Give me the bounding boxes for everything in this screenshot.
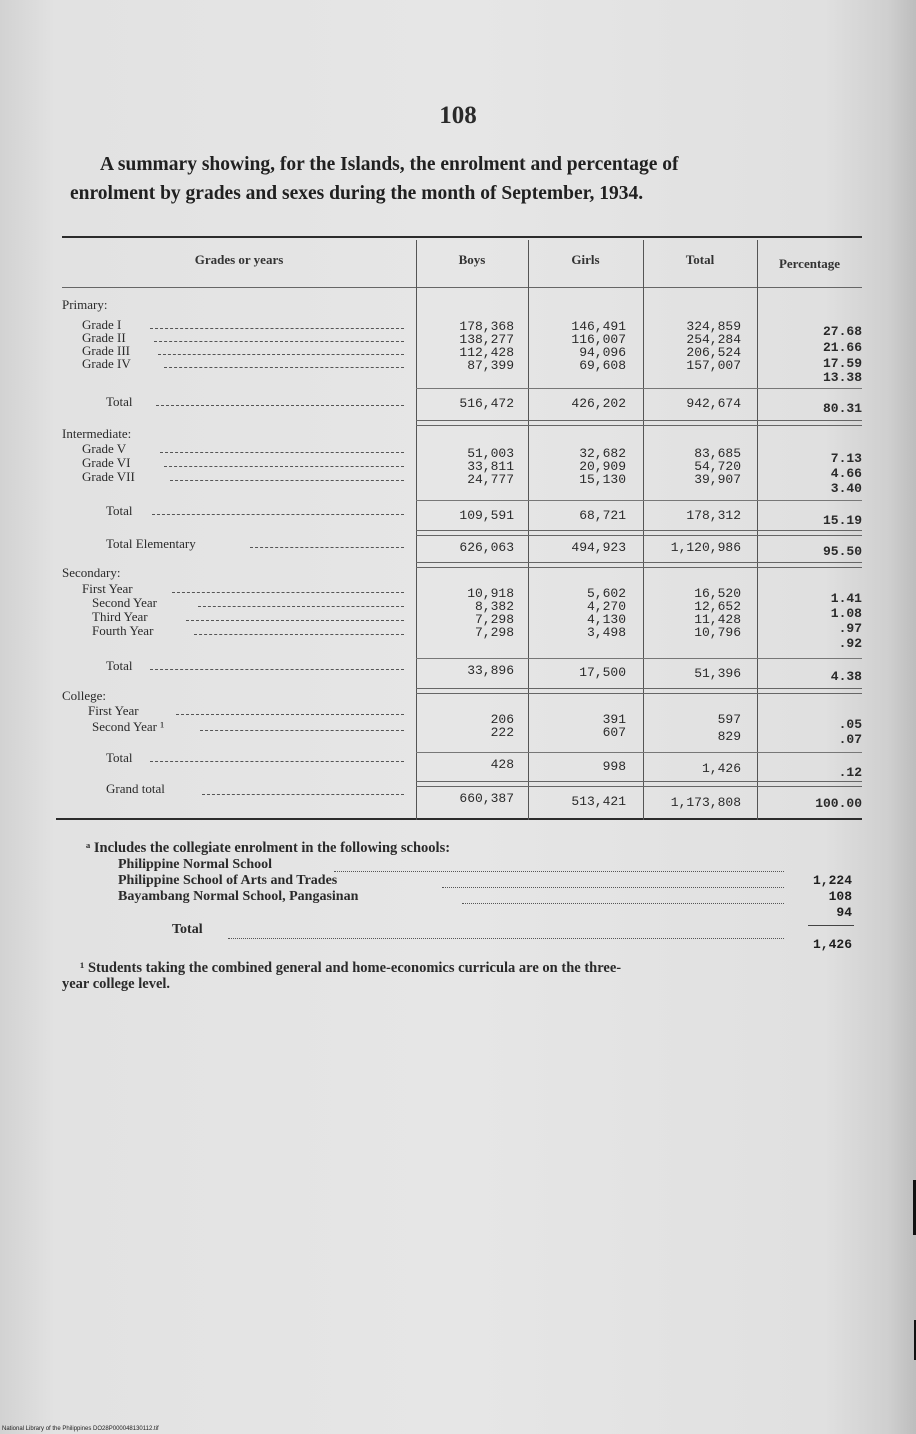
row-label: Third Year [92,609,148,624]
cell-total: 1,120,986 [670,540,741,555]
cell-percentage: 4.38 [830,669,862,684]
cell-percentage: 1.08 [830,606,862,621]
cell-boys: 8,382 [474,599,514,614]
row-leader [250,547,404,548]
row-label: First Year [82,581,133,596]
cell-total: 12,652 [694,599,741,614]
cell-boys: 109,591 [459,508,514,523]
school-value: 1,224 [812,873,852,888]
footnote-total-label: Total [172,922,203,937]
footnote-1-line-2: year college level. [62,976,171,992]
section-label-intermediate: Intermediate: [62,426,132,441]
section-rule [416,562,862,568]
cell-boys: 7,298 [474,625,514,640]
cell-girls: 5,602 [586,586,626,601]
cell-percentage: 13.38 [822,370,862,385]
cell-girls: 146,491 [571,319,626,334]
cell-girls: 94,096 [579,345,626,360]
cell-girls: 3,498 [586,625,626,640]
cell-total: 597 [717,712,741,727]
dot-leader [228,938,784,939]
row-leader [176,714,404,715]
row-leader [158,354,404,355]
cell-total: 157,007 [686,358,741,373]
cell-girls: 494,923 [571,540,626,555]
header-grades: Grades or years [194,252,284,267]
school-value: 94 [836,905,852,920]
cell-boys: 222 [490,725,514,740]
row-label: Total [106,658,133,673]
footnote-a-intro: ᵃ Includes the collegiate enrolment in the following schools: [86,840,451,856]
row-leader [154,341,404,342]
cell-boys: 33,896 [467,663,514,678]
cell-boys: 206 [490,712,514,727]
title-line-2: enrolment by grades and sexes during the month of September, 1934. [70,183,644,204]
row-label: First Year [88,703,139,718]
row-label: Fourth Year [92,623,154,638]
cell-percentage: 17.59 [822,356,862,371]
subtotal-rule [416,752,862,753]
row-label: Grade I [82,317,122,332]
title-line-1: A summary showing, for the Islands, the enrolment and percentage of [100,154,679,175]
row-leader [194,634,404,635]
row-leader [198,606,404,607]
footnote-total-value: 1,426 [812,937,852,952]
cell-total: 254,284 [686,332,741,347]
school-name: Bayambang Normal School, Pangasinan [118,889,359,904]
cell-percentage: 4.66 [830,466,862,481]
dot-leader [462,903,784,904]
row-label: Grade IV [82,356,131,371]
row-label: Total Elementary [106,536,196,551]
header-boys: Boys [458,252,486,267]
cell-boys: 138,277 [459,332,514,347]
school-value: 108 [828,889,852,904]
row-label: Second Year ¹ [92,719,165,734]
subtotal-rule [416,658,862,659]
page-number: 108 [439,102,477,129]
row-leader [200,730,404,731]
cell-percentage: .12 [838,765,862,780]
cell-total: 51,396 [694,666,741,681]
school-name: Philippine School of Arts and Trades [118,873,338,888]
cell-percentage: .07 [838,732,862,747]
cell-percentage: 15.19 [822,513,862,528]
cell-boys: 87,399 [467,358,514,373]
cell-girls: 69,608 [579,358,626,373]
section-label-college: College: [62,688,107,703]
cell-boys: 626,063 [459,540,514,555]
school-name: Philippine Normal School [118,857,273,872]
section-rule [416,781,862,787]
footnote-1-line-1: ¹ Students taking the combined general and home-economics curricula are on the three- [80,960,622,976]
cell-boys: 428 [490,757,514,772]
cell-boys: 660,387 [459,791,514,806]
cell-total: 1,173,808 [670,795,741,810]
row-label: Second Year [92,595,157,610]
row-leader [172,592,404,593]
table-bottom-rule [56,818,862,820]
cell-percentage: 3.40 [830,481,862,496]
row-leader [164,466,404,467]
cell-girls: 116,007 [571,332,626,347]
header-percentage: Percentage [778,256,841,271]
header-bottom-rule [62,287,862,288]
cell-boys: 24,777 [467,472,514,487]
table-top-rule [62,236,862,238]
cell-girls: 68,721 [579,508,626,523]
row-leader [150,328,404,329]
dot-leader [334,871,784,872]
footnote-total-rule [808,925,854,926]
cell-girls: 4,270 [586,599,626,614]
row-leader [150,761,404,762]
cell-percentage: .97 [838,621,862,636]
subtotal-rule [416,388,862,389]
cell-percentage: 80.31 [822,401,862,416]
cell-total: 206,524 [686,345,741,360]
cell-total: 324,859 [686,319,741,334]
cell-percentage: .05 [838,717,862,732]
cell-total: 1,426 [701,761,741,776]
row-label: Grade VII [82,469,135,484]
cell-boys: 516,472 [459,396,514,411]
row-leader [202,794,404,795]
cell-girls: 4,130 [586,612,626,627]
cell-girls: 513,421 [571,794,626,809]
row-label: Grade II [82,330,126,345]
section-rule [416,688,862,694]
header-girls: Girls [571,252,600,267]
section-label-secondary: Secondary: [62,565,121,580]
subtotal-rule [416,500,862,501]
cell-girls: 15,130 [579,472,626,487]
row-leader [160,452,404,453]
cell-girls: 17,500 [579,665,626,680]
row-label: Total [106,750,133,765]
cell-boys: 178,368 [459,319,514,334]
cell-total: 10,796 [694,625,741,640]
row-leader [156,405,404,406]
row-leader [164,367,404,368]
cell-girls: 998 [602,759,626,774]
cell-boys: 10,918 [467,586,514,601]
cell-boys: 112,428 [459,345,514,360]
dot-leader [442,887,784,888]
header-total: Total [685,252,715,267]
row-label: Grand total [106,781,165,796]
cell-total: 54,720 [694,459,741,474]
row-label: Total [106,503,133,518]
section-rule [416,530,862,536]
cell-percentage: 1.41 [830,591,862,606]
row-label: Grade VI [82,455,131,470]
cell-percentage: 27.68 [822,324,862,339]
cell-total: 942,674 [686,396,741,411]
cell-girls: 32,682 [579,446,626,461]
row-label: Total [106,394,133,409]
cell-boys: 7,298 [474,612,514,627]
cell-girls: 391 [602,712,626,727]
section-rule [416,420,862,426]
cell-percentage: 7.13 [830,451,862,466]
row-leader [150,669,404,670]
cell-total: 39,907 [694,472,741,487]
cell-total: 16,520 [694,586,741,601]
cell-girls: 607 [602,725,626,740]
cell-total: 178,312 [686,508,741,523]
cell-boys: 51,003 [467,446,514,461]
cell-girls: 20,909 [579,459,626,474]
cell-girls: 426,202 [571,396,626,411]
row-leader [152,514,404,515]
cell-total: 83,685 [694,446,741,461]
row-leader [186,620,404,621]
section-label-primary: Primary: [62,297,108,312]
cell-boys: 33,811 [467,459,514,474]
cell-percentage: 21.66 [822,340,862,355]
row-label: Grade III [82,343,130,358]
cell-total: 11,428 [694,612,741,627]
table-title [70,150,865,208]
row-leader [170,480,404,481]
cell-percentage: .92 [838,636,862,651]
row-label: Grade V [82,441,127,456]
cell-percentage: 95.50 [822,544,862,559]
cell-percentage: 100.00 [815,796,862,811]
cell-total: 829 [717,729,741,744]
source-footer: National Library of the Philippines DO28P000048130112.tif [2,1426,159,1432]
